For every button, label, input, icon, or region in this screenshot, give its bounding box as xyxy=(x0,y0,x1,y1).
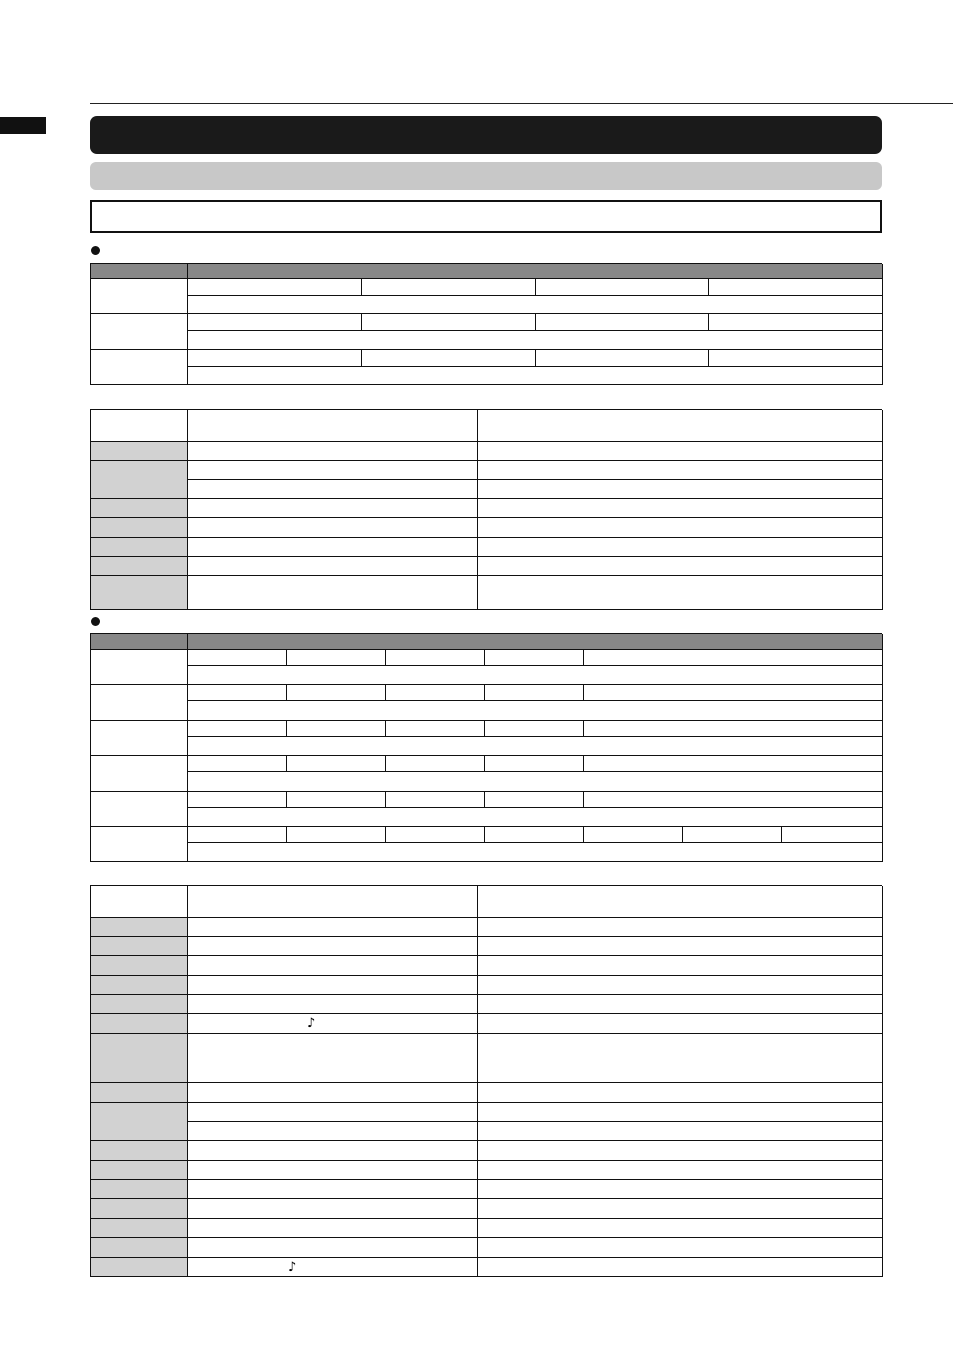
row-label-cell xyxy=(91,1180,188,1199)
table-cell xyxy=(188,1141,478,1161)
table-cell xyxy=(478,538,883,557)
spec-table-4 xyxy=(90,885,882,1277)
row-label-cell xyxy=(91,279,188,314)
table-cell xyxy=(478,518,883,538)
table-cell xyxy=(485,827,584,843)
table-cell xyxy=(485,650,584,666)
row-label-cell xyxy=(91,976,188,995)
table-cell xyxy=(188,576,478,610)
table-cell xyxy=(478,1219,883,1238)
table-cell xyxy=(584,650,883,666)
row-label-cell xyxy=(91,792,188,827)
row-label-cell xyxy=(91,756,188,792)
table-cell xyxy=(188,1238,478,1258)
table-cell xyxy=(536,314,710,331)
row-label-cell xyxy=(91,1161,188,1180)
row-label-cell xyxy=(91,1141,188,1161)
table-cell xyxy=(188,1122,478,1141)
row-label-cell xyxy=(91,538,188,557)
table-cell xyxy=(188,666,883,685)
table-cell xyxy=(188,442,478,461)
row-label-cell xyxy=(91,827,188,862)
table-cell xyxy=(188,976,478,995)
row-label-cell xyxy=(91,314,188,350)
table-cell xyxy=(478,1238,883,1258)
table-cell xyxy=(188,721,287,737)
table-cell xyxy=(287,756,386,772)
table-cell xyxy=(782,827,883,843)
table-cell xyxy=(188,1180,478,1199)
table-cell xyxy=(188,480,478,499)
table-cell xyxy=(485,721,584,737)
table-cell xyxy=(188,995,478,1014)
table-cell xyxy=(287,685,386,701)
table-cell xyxy=(188,557,478,576)
row-label-cell xyxy=(91,685,188,721)
table-cell xyxy=(584,721,883,737)
table-cell xyxy=(188,1258,478,1277)
row-label-cell xyxy=(91,956,188,976)
table-cell xyxy=(478,956,883,976)
table-cell xyxy=(709,350,883,367)
table-cell xyxy=(188,314,362,331)
table-cell xyxy=(386,721,485,737)
table-cell xyxy=(188,756,287,772)
table-cell xyxy=(188,827,287,843)
page-title-bar xyxy=(90,116,882,154)
table-cell xyxy=(386,650,485,666)
table-cell xyxy=(287,792,386,808)
row-label-cell xyxy=(91,576,188,610)
table-cell xyxy=(188,1103,478,1122)
table-cell xyxy=(478,1083,883,1103)
spec-table-3 xyxy=(90,633,882,862)
table-cell xyxy=(188,518,478,538)
table-cell xyxy=(478,1199,883,1219)
table-cell xyxy=(485,792,584,808)
row-label-cell xyxy=(91,461,188,499)
table-header-cell xyxy=(91,410,188,442)
table-cell xyxy=(362,350,536,367)
table-cell xyxy=(287,721,386,737)
table-cell xyxy=(362,279,536,296)
table-header-cell xyxy=(91,634,188,650)
table-cell xyxy=(362,314,536,331)
table-cell xyxy=(478,976,883,995)
table-cell xyxy=(188,737,883,756)
table-header-cell xyxy=(188,410,478,442)
section-subtitle-bar xyxy=(90,162,882,190)
row-label-cell xyxy=(91,499,188,518)
music-note-icon: ♪ xyxy=(288,1260,297,1275)
table-cell xyxy=(188,918,478,937)
table-cell xyxy=(536,350,710,367)
table-cell xyxy=(584,756,883,772)
table-header-cell xyxy=(188,886,478,918)
table-cell xyxy=(584,827,683,843)
table-cell xyxy=(287,827,386,843)
row-label-cell xyxy=(91,1014,188,1034)
table-cell xyxy=(386,756,485,772)
table-cell xyxy=(188,279,362,296)
table-cell xyxy=(188,843,883,862)
table-cell xyxy=(478,918,883,937)
table-cell xyxy=(584,792,883,808)
table-cell xyxy=(188,937,478,956)
table-cell xyxy=(386,685,485,701)
table-cell xyxy=(478,442,883,461)
table-cell xyxy=(188,1083,478,1103)
bullet-icon xyxy=(91,617,100,626)
row-label-cell xyxy=(91,721,188,756)
table-cell xyxy=(478,1014,883,1034)
table-header-cell xyxy=(478,410,883,442)
row-label-cell xyxy=(91,1103,188,1141)
table-header-cell xyxy=(188,634,883,650)
table-cell xyxy=(188,792,287,808)
table-cell xyxy=(188,1161,478,1180)
table-cell xyxy=(478,1034,883,1083)
table-cell xyxy=(478,1122,883,1141)
table-cell xyxy=(478,1103,883,1122)
row-label-cell xyxy=(91,1238,188,1258)
row-label-cell xyxy=(91,937,188,956)
table-cell xyxy=(188,1034,478,1083)
table-cell xyxy=(188,367,883,385)
intro-box xyxy=(90,200,882,233)
table-cell xyxy=(683,827,782,843)
bullet-icon xyxy=(91,246,100,255)
table-cell xyxy=(188,331,883,350)
table-cell xyxy=(188,808,883,827)
row-label-cell xyxy=(91,442,188,461)
table-cell xyxy=(188,772,883,792)
table-cell xyxy=(188,296,883,314)
table-cell xyxy=(478,1161,883,1180)
row-label-cell xyxy=(91,1034,188,1083)
table-cell xyxy=(478,995,883,1014)
row-label-cell xyxy=(91,1258,188,1277)
table-cell xyxy=(584,685,883,701)
table-cell xyxy=(386,792,485,808)
table-cell xyxy=(485,756,584,772)
row-label-cell xyxy=(91,518,188,538)
table-header-cell xyxy=(188,264,883,279)
table-cell xyxy=(478,937,883,956)
table-cell xyxy=(188,1219,478,1238)
table-cell xyxy=(188,538,478,557)
row-label-cell xyxy=(91,1199,188,1219)
table-cell xyxy=(478,557,883,576)
table-cell xyxy=(478,480,883,499)
row-label-cell xyxy=(91,557,188,576)
table-cell xyxy=(386,827,485,843)
chapter-tab xyxy=(0,117,46,134)
table-cell xyxy=(188,701,883,721)
spec-table-2 xyxy=(90,409,882,610)
music-note-icon: ♪ xyxy=(307,1016,316,1031)
row-label-cell xyxy=(91,1219,188,1238)
table-cell xyxy=(188,350,362,367)
row-label-cell xyxy=(91,350,188,385)
spec-table-1 xyxy=(90,263,882,385)
row-label-cell xyxy=(91,1083,188,1103)
table-cell xyxy=(478,1180,883,1199)
table-cell xyxy=(287,650,386,666)
table-header-cell xyxy=(91,886,188,918)
table-cell xyxy=(536,279,710,296)
row-label-cell xyxy=(91,650,188,685)
table-cell xyxy=(478,461,883,480)
table-cell xyxy=(478,576,883,610)
table-cell xyxy=(188,1014,478,1034)
table-cell xyxy=(188,1199,478,1219)
row-label-cell xyxy=(91,918,188,937)
row-label-cell xyxy=(91,995,188,1014)
table-cell xyxy=(188,956,478,976)
table-cell xyxy=(478,1258,883,1277)
table-cell xyxy=(188,650,287,666)
table-cell xyxy=(478,499,883,518)
table-cell xyxy=(188,685,287,701)
table-cell xyxy=(188,461,478,480)
top-rule xyxy=(90,103,953,104)
table-cell xyxy=(188,499,478,518)
table-cell xyxy=(709,314,883,331)
table-header-cell xyxy=(91,264,188,279)
table-cell xyxy=(485,685,584,701)
table-header-cell xyxy=(478,886,883,918)
table-cell xyxy=(709,279,883,296)
table-cell xyxy=(478,1141,883,1161)
